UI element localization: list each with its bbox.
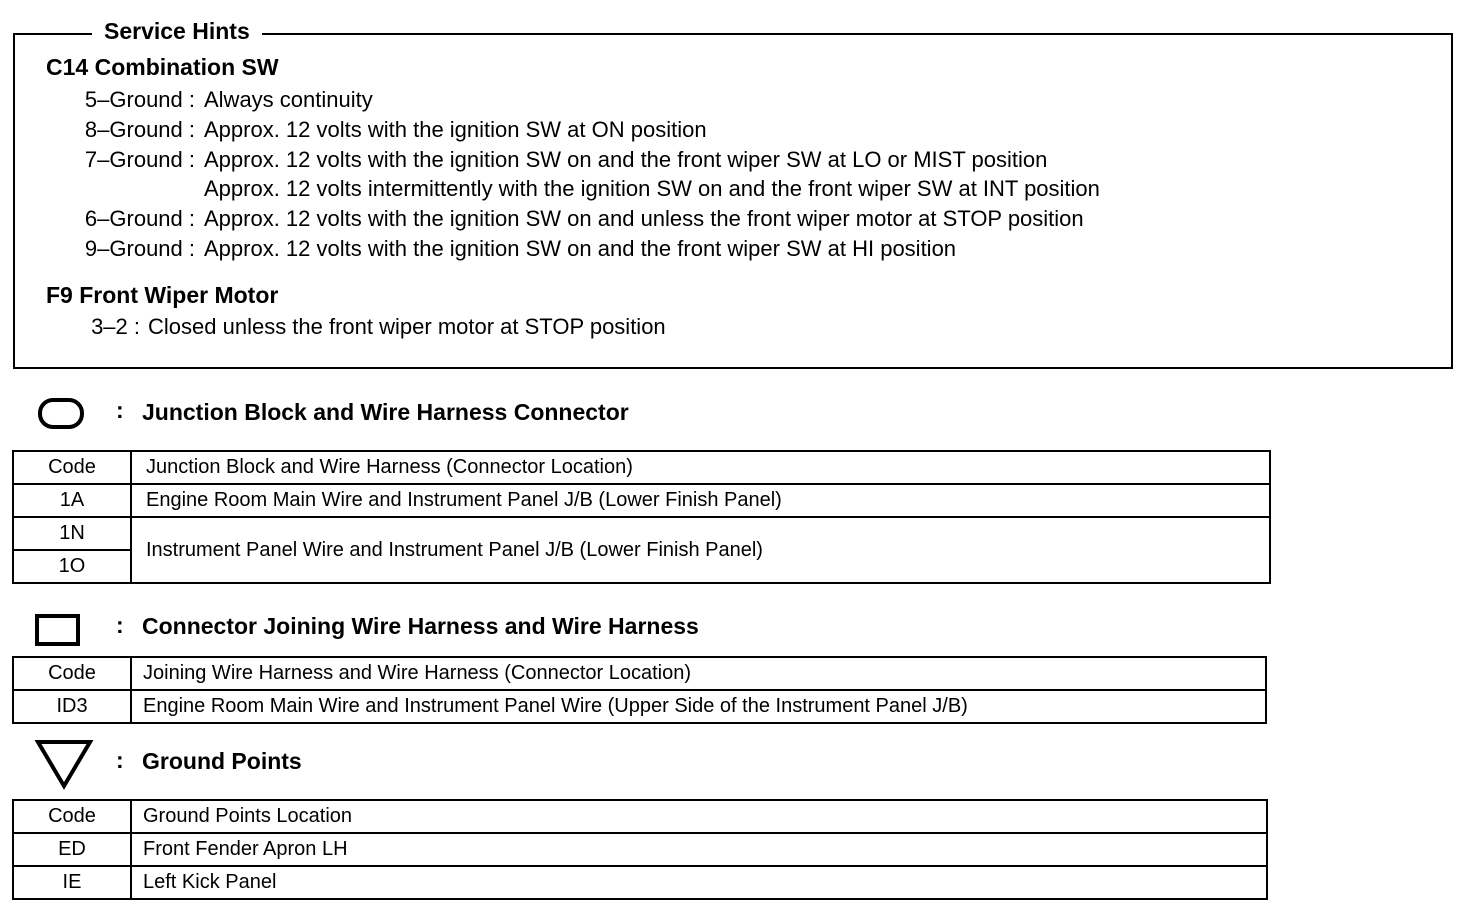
- hint-desc: Closed unless the front wiper motor at STOP position: [148, 314, 666, 339]
- table-row: [13, 484, 1270, 517]
- code-cell: IE: [13, 866, 131, 899]
- table-header-row: [13, 800, 1267, 833]
- table-header-row: [13, 657, 1266, 690]
- ground-points-title: Ground Points: [142, 748, 302, 774]
- desc-header: Ground Points Location: [131, 800, 1267, 833]
- rectangle-icon: [34, 613, 82, 647]
- ground-points-table: [12, 799, 1268, 900]
- desc-cell: Front Fender Apron LH: [131, 833, 1267, 866]
- legend-colon: :: [116, 397, 124, 423]
- junction-block-title: Junction Block and Wire Harness Connector: [142, 399, 629, 425]
- hint-desc: Approx. 12 volts with the ignition SW on and unless the front wiper motor at STOP position: [204, 206, 1084, 231]
- code-cell: ED: [13, 833, 131, 866]
- code-cell: 1O: [13, 550, 131, 583]
- table-row: [13, 866, 1267, 899]
- connector-heading-f9: F9 Front Wiper Motor: [46, 282, 279, 308]
- legend-colon: :: [116, 747, 124, 773]
- code-header: Code: [13, 800, 131, 833]
- hint-term: 6–Ground :: [84, 206, 195, 231]
- hint-term: 5–Ground :: [84, 87, 195, 112]
- desc-header: Junction Block and Wire Harness (Connector Location): [131, 451, 1270, 484]
- hint-desc: Approx. 12 volts with the ignition SW at ON position: [204, 117, 707, 142]
- code-cell: 1N: [13, 517, 131, 550]
- service-hints-title: Service Hints: [92, 16, 262, 46]
- hint-desc: Approx. 12 volts with the ignition SW on and the front wiper SW at LO or MIST position: [204, 147, 1048, 172]
- hint-desc: Approx. 12 volts with the ignition SW on and the front wiper SW at HI position: [204, 236, 957, 261]
- code-cell: ID3: [13, 690, 131, 723]
- desc-cell: Engine Room Main Wire and Instrument Panel J/B (Lower Finish Panel): [131, 484, 1270, 517]
- junction-block-table: [12, 450, 1271, 584]
- oval-icon: [36, 396, 86, 432]
- table-row: [13, 690, 1266, 723]
- connector-heading-c14: C14 Combination SW: [46, 54, 279, 80]
- desc-header: Joining Wire Harness and Wire Harness (Connector Location): [131, 657, 1266, 690]
- table-row: [13, 833, 1267, 866]
- table-header-row: [13, 451, 1270, 484]
- code-cell: 1A: [13, 484, 131, 517]
- hint-term: 7–Ground :: [84, 147, 195, 172]
- table-row: [13, 517, 1270, 550]
- connector-joining-title: Connector Joining Wire Harness and Wire Harness: [142, 613, 699, 639]
- desc-cell: Left Kick Panel: [131, 866, 1267, 899]
- legend-colon: :: [116, 612, 124, 638]
- code-header: Code: [13, 657, 131, 690]
- connector-joining-table: [12, 656, 1267, 724]
- desc-cell: Instrument Panel Wire and Instrument Panel J/B (Lower Finish Panel): [131, 517, 1270, 583]
- desc-cell: Engine Room Main Wire and Instrument Panel Wire (Upper Side of the Instrument Panel J/B): [131, 690, 1266, 723]
- hint-term: 9–Ground :: [84, 236, 195, 261]
- hint-desc: Approx. 12 volts intermittently with the ignition SW on and the front wiper SW at INT position: [204, 176, 1100, 201]
- triangle-down-icon: [34, 738, 94, 790]
- code-header: Code: [13, 451, 131, 484]
- hint-term: 8–Ground :: [84, 117, 195, 142]
- hint-term: 3–2 :: [91, 314, 140, 339]
- hint-desc: Always continuity: [204, 87, 373, 112]
